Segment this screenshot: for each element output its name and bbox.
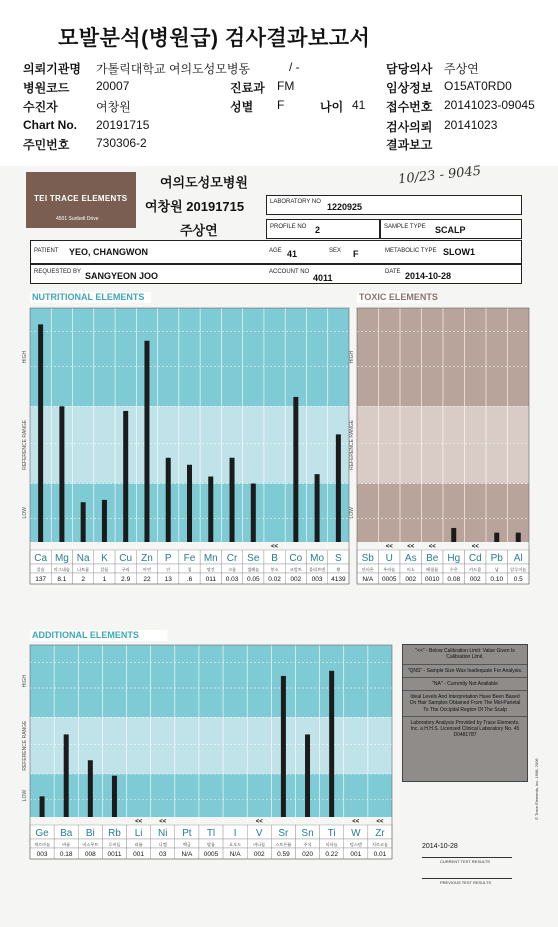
additional-bar-ba bbox=[64, 734, 69, 817]
additional-symbol-rb: Rb bbox=[108, 828, 121, 839]
nutritional-zone-label-1: REFERENCE RANGE bbox=[22, 419, 28, 470]
additional-value-sn: 020 bbox=[302, 851, 313, 858]
lab-no-value: 1220925 bbox=[327, 202, 363, 212]
nutritional-korean-mg: 마그네슘 bbox=[53, 567, 70, 572]
date-field-value: 2014-10-28 bbox=[405, 271, 452, 281]
additional-value-tl: 0005 bbox=[203, 851, 219, 858]
nutritional-symbol-cr: Cr bbox=[226, 553, 238, 564]
account-label: ACCOUNT NO bbox=[269, 269, 310, 275]
nutritional-symbol-mg: Mg bbox=[54, 553, 69, 564]
nutritional-bar-se bbox=[251, 484, 256, 543]
previous-results-line bbox=[422, 878, 512, 879]
nutritional-value-fe: .6 bbox=[186, 576, 193, 583]
additional-value-sr: 0.59 bbox=[277, 851, 290, 858]
toxic-symbol-cd: Cd bbox=[468, 553, 482, 564]
additional-symbol-w: W bbox=[351, 828, 361, 839]
dept-label: 진료과 bbox=[230, 81, 265, 95]
chart-no-value: 20191715 bbox=[96, 118, 150, 132]
nutritional-symbol-s: S bbox=[335, 553, 342, 564]
additional-symbol-zr: Zr bbox=[375, 828, 385, 839]
institution-value: 가톨릭대학교 여의도성모병동 bbox=[96, 62, 251, 76]
additional-below-marker-zr: << bbox=[376, 819, 384, 825]
dept-value: FM bbox=[277, 79, 295, 93]
additional-korean-ge: 게르마늄 bbox=[33, 842, 51, 847]
nutritional-symbol-co: Co bbox=[289, 553, 303, 564]
toxic-below-marker-be: << bbox=[428, 544, 436, 550]
receipt-value: 20141023-09045 bbox=[444, 98, 535, 112]
additional-symbol-v: V bbox=[255, 828, 263, 839]
hospital-code-value: 20007 bbox=[96, 79, 130, 93]
toxic-zone-label-2: LOW bbox=[349, 507, 355, 519]
rrn-value: 730306-2 bbox=[96, 136, 147, 150]
additional-title: ADDITIONAL ELEMENTS bbox=[32, 630, 139, 640]
chart-no-label: Chart No. bbox=[23, 118, 77, 132]
nutritional-zone-label-0: HIGH bbox=[22, 350, 28, 364]
toxic-korean-u: 우라늄 bbox=[383, 567, 396, 572]
doctor-name: 주상연 bbox=[180, 223, 218, 238]
nutritional-bar-mn bbox=[208, 476, 213, 542]
nutritional-bar-fe bbox=[187, 465, 192, 542]
copyright-text: © Trace Elements, Inc. 1998, 2006 bbox=[534, 758, 539, 820]
additional-value-ni: 03 bbox=[159, 851, 167, 858]
toxic-below-marker-cd: << bbox=[471, 544, 479, 550]
hospital-name: 여의도성모병원 bbox=[160, 175, 248, 190]
nutritional-korean-p: 인 bbox=[166, 567, 171, 572]
toxic-value-cd: 002 bbox=[469, 576, 481, 583]
footer-date: 2014-10-28 bbox=[422, 843, 458, 850]
additional-zone-high bbox=[30, 645, 392, 717]
nutritional-symbol-cu: Cu bbox=[119, 553, 133, 564]
nutritional-symbol-mo: Mo bbox=[310, 553, 325, 564]
toxic-value-hg: 0.08 bbox=[447, 576, 461, 583]
age-value: 41 bbox=[352, 98, 366, 112]
logo-text: TEI TRACE ELEMENTS bbox=[34, 194, 128, 203]
additional-value-pt: N/A bbox=[181, 851, 193, 858]
toxic-bar-al bbox=[516, 533, 521, 542]
age-field-value: 41 bbox=[287, 249, 298, 259]
additional-zone-label-2: LOW bbox=[22, 789, 28, 802]
patient-name-label: PATIENT bbox=[34, 248, 59, 254]
doctor-label: 담당의사 bbox=[386, 62, 433, 76]
additional-bar-sr bbox=[281, 676, 286, 817]
request-date-label: 검사의뢰 bbox=[386, 120, 433, 134]
sample-value: SCALP bbox=[435, 225, 466, 235]
additional-korean-li: 리튬 bbox=[134, 842, 143, 847]
nutritional-value-mn: 011 bbox=[205, 576, 216, 583]
additional-zone-label-1: REFERENCE RANGE bbox=[22, 720, 28, 771]
additional-korean-sn: 주석 bbox=[303, 842, 312, 847]
institution-slash: / - bbox=[289, 60, 300, 74]
nutritional-symbol-b: B bbox=[271, 553, 278, 564]
nutritional-korean-ca: 칼슘 bbox=[36, 567, 45, 572]
institution-label: 의뢰기관명 bbox=[23, 62, 81, 76]
nutritional-value-cu: 2.9 bbox=[121, 576, 131, 583]
request-date-value: 20141023 bbox=[444, 118, 498, 132]
toxic-korean-cd: 카드뮴 bbox=[469, 567, 482, 572]
additional-below-marker-ni: << bbox=[159, 819, 167, 825]
toxic-below-marker-as: << bbox=[407, 544, 415, 550]
nutritional-value-na: 2 bbox=[81, 576, 85, 583]
handwritten-note: 10/23 - 9045 bbox=[397, 163, 482, 188]
nutritional-below-marker-b: << bbox=[271, 544, 279, 550]
nutritional-bar-na bbox=[81, 502, 86, 542]
additional-korean-pt: 백금 bbox=[182, 842, 191, 847]
additional-korean-ba: 바륨 bbox=[62, 842, 71, 847]
additional-bar-sn bbox=[305, 734, 310, 817]
notes-panel bbox=[402, 644, 528, 782]
toxic-korean-as: 비소 bbox=[406, 567, 415, 572]
nutritional-value-ca: 137 bbox=[35, 576, 47, 583]
toxic-bar-pb bbox=[494, 533, 499, 542]
additional-symbol-ge: Ge bbox=[35, 828, 49, 839]
nutritional-bar-p bbox=[166, 458, 171, 542]
additional-symbol-sr: Sr bbox=[278, 828, 289, 839]
nutritional-bar-cr bbox=[230, 458, 235, 542]
toxic-symbol-be: Be bbox=[426, 553, 439, 564]
hospital-code-label: 병원코드 bbox=[23, 81, 70, 95]
requested-by-label: REQUESTED BY bbox=[34, 269, 82, 275]
requested-by-value: SANGYEON JOO bbox=[85, 271, 159, 281]
nutritional-value-b: 0.02 bbox=[268, 576, 281, 583]
nutritional-zone-label-2: LOW bbox=[22, 507, 28, 519]
additional-korean-sr: 스트론튬 bbox=[275, 842, 292, 847]
toxic-korean-al: 알루미늄 bbox=[510, 567, 527, 572]
additional-korean-w: 텅스텐 bbox=[349, 842, 362, 847]
nutritional-korean-mn: 망간 bbox=[206, 567, 215, 572]
additional-korean-bi: 비스무트 bbox=[82, 842, 99, 847]
additional-value-zr: 0.01 bbox=[373, 851, 387, 858]
sex-value: F bbox=[277, 98, 285, 112]
nutritional-bar-zn bbox=[144, 341, 149, 542]
nutritional-value-k: 1 bbox=[102, 576, 107, 583]
nutritional-bar-cu bbox=[123, 411, 128, 542]
toxic-symbol-u: U bbox=[385, 553, 393, 564]
toxic-value-be: 0010 bbox=[425, 576, 440, 583]
additional-symbol-li: Li bbox=[134, 828, 143, 839]
toxic-symbol-sb: Sb bbox=[361, 553, 374, 564]
additional-value-ti: 0.22 bbox=[325, 851, 338, 858]
additional-symbol-ni: Ni bbox=[158, 828, 168, 839]
nutritional-value-cr: 0.03 bbox=[225, 576, 239, 583]
toxic-value-as: 002 bbox=[405, 576, 417, 583]
nutritional-korean-na: 나트륨 bbox=[77, 567, 90, 572]
additional-symbol-pt: Pt bbox=[182, 828, 192, 839]
toxic-korean-sb: 안티몬 bbox=[361, 567, 374, 572]
additional-korean-ti: 티타늄 bbox=[325, 842, 338, 847]
nutritional-korean-b: 붕소 bbox=[270, 567, 279, 572]
additional-below-marker-v: << bbox=[255, 819, 263, 825]
nutritional-symbol-fe: Fe bbox=[183, 553, 196, 564]
note-ideal-levels: Ideal Levels And Interpretation Have Been Based On Hair Samples Obtained From The Mid-Parietal To The Occipital Region Of The Scalp bbox=[403, 691, 527, 717]
age-field-label: AGE bbox=[269, 248, 282, 254]
nutritional-bar-s bbox=[336, 434, 341, 542]
patient-value: 여창원 bbox=[96, 100, 131, 114]
nutritional-value-mo: 003 bbox=[311, 576, 323, 583]
toxic-value-sb: N/A bbox=[362, 576, 374, 583]
nutritional-title: NUTRITIONAL ELEMENTS bbox=[32, 292, 145, 302]
additional-symbol-i: I bbox=[233, 828, 237, 839]
rrn-label: 주민번호 bbox=[23, 138, 70, 152]
nutritional-value-mg: 8.1 bbox=[57, 576, 67, 583]
additional-symbol-ba: Ba bbox=[60, 828, 73, 839]
additional-value-bi: 008 bbox=[84, 851, 96, 858]
toxic-zone-label-0: HIGH bbox=[349, 350, 355, 364]
additional-zone-label-0: HIGH bbox=[22, 674, 28, 688]
toxic-symbol-hg: Hg bbox=[447, 553, 461, 564]
patient-label: 수진자 bbox=[23, 100, 58, 114]
nutritional-korean-k: 칼륨 bbox=[100, 567, 109, 572]
toxic-symbol-pb: Pb bbox=[490, 553, 503, 564]
additional-symbol-bi: Bi bbox=[85, 828, 95, 839]
additional-symbol-tl: Tl bbox=[206, 828, 216, 839]
toxic-below-marker-u: << bbox=[385, 544, 393, 550]
lab-no-label: LABORATORY NO bbox=[270, 199, 321, 205]
additional-bar-ge bbox=[40, 796, 45, 817]
profile-value: 2 bbox=[315, 225, 321, 235]
metabolic-label: METABOLIC TYPE bbox=[385, 248, 437, 254]
current-results-line bbox=[422, 857, 512, 858]
nutritional-bar-k bbox=[102, 500, 107, 542]
additional-below-marker-li: << bbox=[135, 819, 143, 825]
toxic-value-pb: 0.10 bbox=[490, 576, 504, 583]
nutritional-bar-mg bbox=[59, 406, 64, 542]
note-qns: "QNS" - Sample Size Was Inadequate For Analysis. bbox=[403, 665, 527, 678]
nutritional-bar-co bbox=[293, 397, 298, 542]
nutritional-korean-se: 셀레늄 bbox=[247, 567, 260, 572]
doctor-value: 주상연 bbox=[444, 62, 479, 76]
sex-field-label: SEX bbox=[329, 248, 342, 254]
metabolic-value: SLOW1 bbox=[443, 247, 476, 257]
additional-zone-reference bbox=[30, 717, 392, 774]
previous-results-label: PREVIOUS TEST RESULTS bbox=[440, 880, 492, 885]
additional-value-w: 001 bbox=[350, 851, 362, 858]
additional-value-rb: 0011 bbox=[107, 851, 122, 858]
nutritional-korean-cu: 구리 bbox=[121, 567, 130, 572]
nutritional-korean-mo: 몰리브덴 bbox=[309, 567, 326, 572]
additional-bar-rb bbox=[112, 776, 117, 817]
toxic-value-al: 0.5 bbox=[513, 576, 523, 583]
note-na: "NA" - Currently Not Available bbox=[403, 678, 527, 691]
additional-value-ge: 003 bbox=[36, 851, 48, 858]
profile-label: PROFILE NO bbox=[270, 224, 307, 230]
sample-label: SAMPLE TYPE bbox=[384, 224, 426, 230]
report-title: 모발분석(병원급) 검사결과보고서 bbox=[58, 27, 371, 50]
additional-korean-tl: 탈륨 bbox=[206, 842, 216, 847]
additional-korean-rb: 루비듐 bbox=[108, 842, 121, 847]
toxic-value-u: 0005 bbox=[382, 576, 397, 583]
nutritional-korean-fe: 철 bbox=[187, 567, 192, 572]
additional-symbol-ti: Ti bbox=[327, 828, 336, 839]
nutritional-value-se: 0.05 bbox=[246, 576, 260, 583]
nutritional-korean-zn: 아연 bbox=[142, 567, 152, 572]
nutritional-bar-mo bbox=[315, 474, 320, 542]
nutritional-symbol-na: Na bbox=[76, 553, 90, 564]
nutritional-value-co: 002 bbox=[290, 576, 302, 583]
toxic-title: TOXIC ELEMENTS bbox=[359, 292, 438, 302]
nutritional-bar-ca bbox=[38, 324, 43, 542]
additional-bar-bi bbox=[88, 760, 93, 817]
patient-line: 여창원 20191715 bbox=[145, 199, 245, 214]
nutritional-zone-high bbox=[30, 308, 349, 406]
patient-name-value: YEO, CHANGWON bbox=[69, 247, 149, 257]
receipt-label: 접수번호 bbox=[386, 100, 433, 114]
logo-address: 4501 Sunbelt Drive bbox=[56, 216, 99, 222]
toxic-bar-hg bbox=[451, 528, 456, 542]
additional-korean-v: 바나듐 bbox=[253, 842, 266, 847]
nutritional-symbol-ca: Ca bbox=[34, 553, 48, 564]
additional-value-i: N/A bbox=[229, 851, 241, 858]
toxic-symbol-al: Al bbox=[513, 553, 523, 564]
nutritional-korean-cr: 크롬 bbox=[227, 567, 237, 572]
toxic-zone-label-1: REFERENCE RANGE bbox=[349, 419, 355, 470]
additional-bar-ti bbox=[329, 671, 334, 817]
toxic-symbol-as: As bbox=[404, 553, 417, 564]
additional-korean-ni: 니켈 bbox=[158, 842, 167, 847]
nutritional-value-zn: 22 bbox=[143, 576, 151, 583]
clinical-label: 임상정보 bbox=[386, 81, 433, 95]
note-below-limit: "<<" - Below Calibration Limit: Value Given Is Calibration Limit. bbox=[403, 645, 527, 665]
note-laboratory: Laboratory Analysis Provided by Trace Elements, Inc. a H.H.S. Licensed Clinical Laboratory No. 45 D0481787 bbox=[410, 719, 520, 739]
nutritional-symbol-zn: Zn bbox=[141, 553, 153, 564]
current-results-label: CURRENT TEST RESULTS bbox=[440, 859, 490, 864]
sex-label: 성별 bbox=[230, 100, 254, 114]
nutritional-symbol-k: K bbox=[101, 553, 108, 564]
nutritional-value-p: 13 bbox=[164, 576, 172, 583]
nutritional-korean-s: 황 bbox=[336, 567, 341, 572]
account-value: 4011 bbox=[313, 273, 333, 283]
clinical-value: O15AT0RD0 bbox=[444, 79, 512, 93]
toxic-korean-pb: 납 bbox=[494, 567, 499, 572]
additional-below-marker-w: << bbox=[352, 819, 360, 825]
date-field-label: DATE bbox=[385, 269, 401, 275]
nutritional-symbol-p: P bbox=[164, 553, 172, 564]
additional-korean-zr: 지르코늄 bbox=[371, 842, 389, 847]
nutritional-value-s: 4139 bbox=[331, 576, 346, 583]
additional-value-li: 001 bbox=[133, 851, 145, 858]
additional-zone-low bbox=[30, 774, 392, 817]
result-report-label: 결과보고 bbox=[386, 138, 433, 152]
additional-value-v: 002 bbox=[253, 851, 265, 858]
nutritional-symbol-mn: Mn bbox=[203, 553, 218, 564]
age-label: 나이 bbox=[320, 100, 344, 114]
nutritional-symbol-se: Se bbox=[247, 553, 260, 564]
additional-value-ba: 0.18 bbox=[59, 851, 73, 858]
toxic-korean-hg: 수은 bbox=[449, 567, 458, 572]
toxic-korean-be: 베릴륨 bbox=[426, 567, 439, 572]
sex-field-value: F bbox=[353, 249, 359, 259]
nutritional-korean-co: 코발트 bbox=[289, 567, 302, 572]
additional-korean-i: 요오드 bbox=[229, 842, 242, 847]
additional-symbol-sn: Sn bbox=[301, 828, 314, 839]
